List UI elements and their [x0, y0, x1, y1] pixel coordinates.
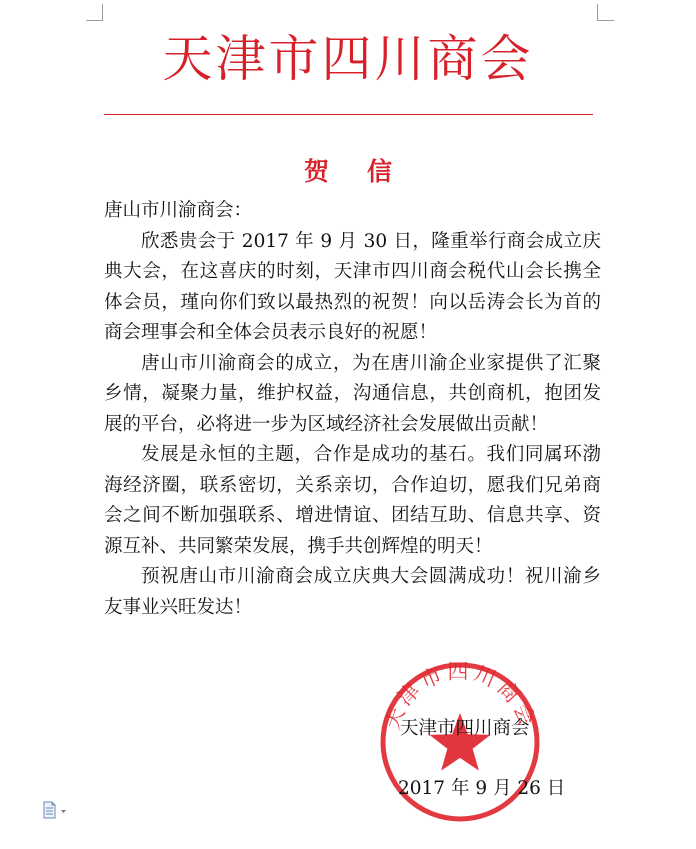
paragraph: 发展是永恒的主题，合作是成功的基石。我们同属环渤海经济圈，联系密切，关系亲切，合作迫切，愿我们兄弟商会之间不断加强联系、增进情谊、团结互助、信息共享、资源互补、共同繁荣发展，携手共创辉煌的明天！	[104, 444, 601, 557]
paragraph: 唐山市川渝商会的成立，为在唐川渝企业家提供了汇聚乡情，凝聚力量，维护权益，沟通信息，共创商机，抱团发展的平台，必将进一步为区域经济社会发展做出贡献！	[104, 352, 601, 435]
signature-org: 天津市四川商会	[400, 718, 530, 739]
seal-text: 天津市四川商会	[379, 661, 541, 733]
letter-body	[104, 196, 601, 623]
signature-date: 2017 年 9 月 26 日	[398, 778, 566, 799]
document-icon[interactable]	[42, 801, 70, 819]
paragraph: 欣悉贵会于 2017 年 9 月 30 日，隆重举行商会成立庆典大会，在这喜庆的时刻，天津市四川商会税代山会长携全体会员，瑾向你们致以最热烈的祝贺！向以岳涛会长为首的商会理事会和全体会员表示良好的祝愿！	[104, 230, 601, 343]
document-title: 贺信	[303, 157, 430, 186]
crop-mark-top-left	[86, 4, 103, 21]
letterhead-org-name: 天津市四川商会	[162, 30, 534, 88]
paragraph: 预祝唐山市川渝商会成立庆典大会圆满成功！祝川渝乡友事业兴旺发达！	[104, 566, 601, 618]
crop-mark-top-right	[597, 4, 614, 21]
salutation: 唐山市川渝商会：	[104, 200, 253, 221]
letterhead-divider	[104, 114, 593, 115]
